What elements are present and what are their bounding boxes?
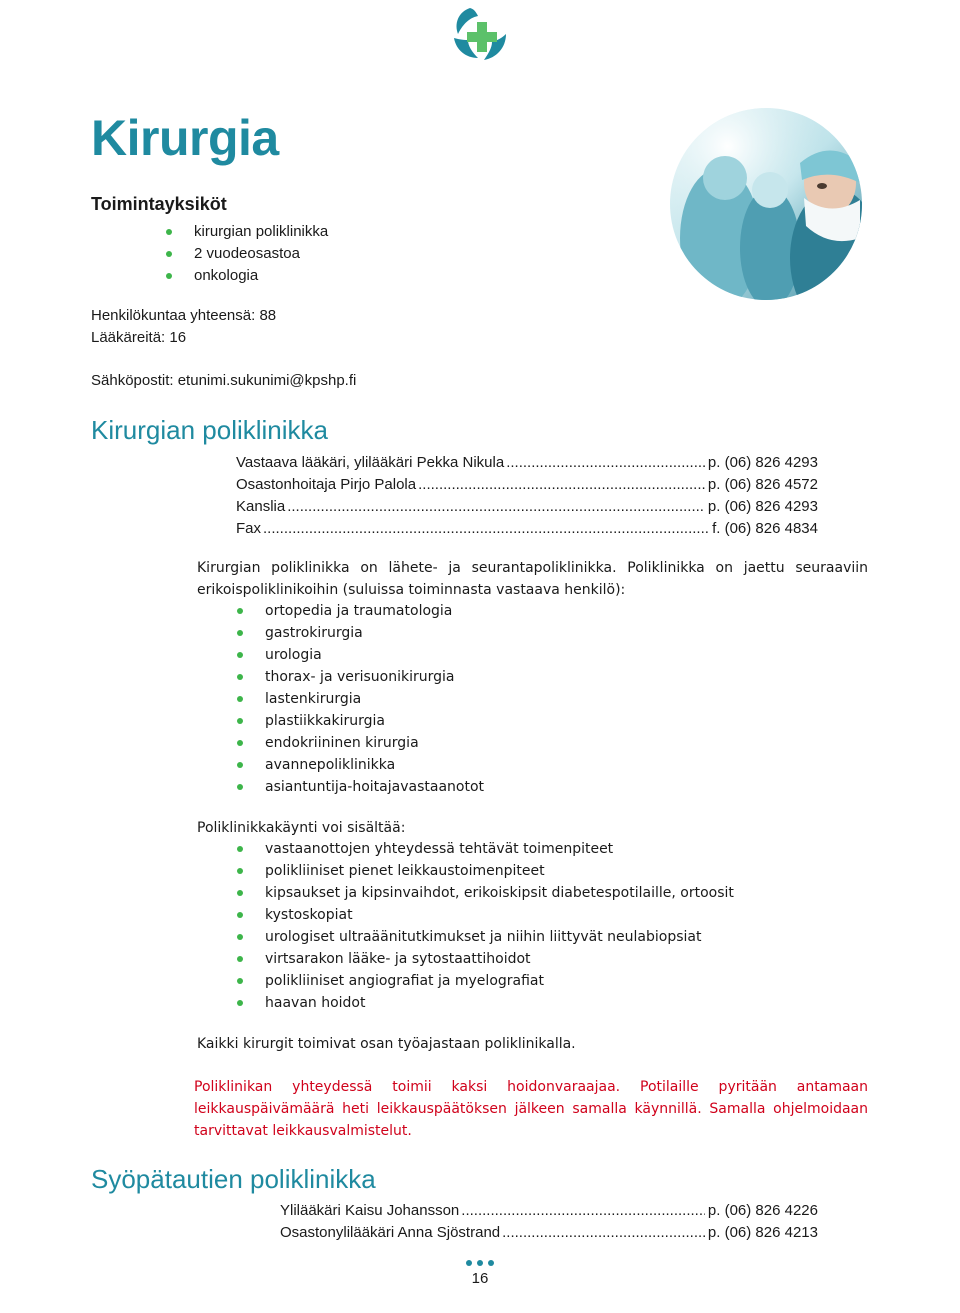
list-item: avannepoliklinikka	[237, 754, 484, 776]
bullet-icon	[237, 696, 243, 702]
list-item: polikliiniset angiografiat ja myelografiat	[237, 970, 734, 992]
visit-heading: Poliklinikkakäynti voi sisältää:	[197, 820, 406, 836]
contact-row: Vastaava lääkäri, ylilääkäri Pekka Nikula ..... p. (06) 826 4293	[236, 452, 818, 474]
list-item: vastaanottojen yhteydessä tehtävät toimenpiteet	[237, 838, 734, 860]
section-heading-kirurgian: Kirurgian poliklinikka	[91, 415, 328, 445]
bullet-icon	[237, 912, 243, 918]
bullet-icon	[237, 978, 243, 984]
list-item: thorax- ja verisuonikirurgia	[237, 666, 484, 688]
bullet-icon	[237, 740, 243, 746]
bullet-icon	[237, 956, 243, 962]
list-item: kystoskopiat	[237, 904, 734, 926]
list-item: 2 vuodeosastoa	[166, 243, 328, 265]
list-item: polikliiniset pienet leikkaustoimenpiteet	[237, 860, 734, 882]
contact-row: Osastonylilääkäri Anna Sjöstrand ..... p. (06) 826 4213	[280, 1222, 818, 1244]
contact-list	[236, 452, 818, 540]
list-item: onkologia	[166, 265, 328, 287]
list-item: ortopedia ja traumatologia	[237, 600, 484, 622]
contact-list	[280, 1200, 818, 1244]
bullet-icon	[166, 229, 172, 235]
page-number: 16	[471, 1270, 489, 1287]
bullet-icon	[237, 846, 243, 852]
list-item: plastiikkakirurgia	[237, 710, 484, 732]
list-item: endokriininen kirurgia	[237, 732, 484, 754]
list-item: urologia	[237, 644, 484, 666]
bullet-icon	[237, 630, 243, 636]
bullet-icon	[237, 718, 243, 724]
bullet-icon	[237, 674, 243, 680]
surgeons-photo	[670, 108, 862, 300]
contact-row: Ylilääkäri Kaisu Johansson ..... p. (06) 826 4226	[280, 1200, 818, 1222]
doctor-count: Lääkäreitä: 16	[91, 329, 187, 346]
units-list	[166, 221, 328, 287]
list-item: haavan hoidot	[237, 992, 734, 1014]
list-item: kipsaukset ja kipsinvaihdot, erikoiskipsit diabetespotilaille, ortoosit	[237, 882, 734, 904]
units-heading: Toimintayksiköt	[91, 194, 227, 214]
bullet-icon	[166, 273, 172, 279]
bullet-icon	[237, 890, 243, 896]
list-item: gastrokirurgia	[237, 622, 484, 644]
bullet-icon	[237, 934, 243, 940]
specialty-list	[237, 600, 484, 798]
list-item: lastenkirurgia	[237, 688, 484, 710]
contact-row: Osastonhoitaja Pirjo Palola ..... p. (06) 826 4572	[236, 474, 818, 496]
bullet-icon	[166, 251, 172, 257]
bullet-icon	[237, 608, 243, 614]
staff-total: Henkilökuntaa yhteensä: 88	[91, 307, 277, 324]
cross-leaf-logo-icon	[448, 4, 512, 62]
bullet-icon	[237, 784, 243, 790]
intro-paragraph: Kirurgian poliklinikka on lähete- ja seurantapoliklinikka. Poliklinikka on jaettu seuraaviin erikoispoliklinikoihin (suluissa toiminnasta vastaava henkilö):	[197, 560, 868, 598]
contact-row: Fax ..... f. (06) 826 4834	[236, 518, 818, 540]
section-heading-syopa: Syöpätautien poliklinikka	[91, 1164, 376, 1194]
page-dots-icon	[466, 1260, 494, 1266]
list-item: urologiset ultraäänitutkimukset ja niihin liittyvät neulabiopsiat	[237, 926, 734, 948]
organization-logo	[448, 4, 512, 62]
surgeons-note: Kaikki kirurgit toimivat osan työajastaan poliklinikalla.	[197, 1036, 576, 1052]
contact-row: Kanslia ..... p. (06) 826 4293	[236, 496, 818, 518]
email-format: Sähköpostit: etunimi.sukunimi@kpshp.fi	[91, 372, 357, 389]
booking-note: Poliklinikan yhteydessä toimii kaksi hoidonvaraajaa. Potilaille pyritään antamaan leikkauspäivämäärä heti leikkauspäätöksen jälkeen samalla käynnillä. Samalla ohjelmoidaan tarvittavat leikkausvalmistelut.	[194, 1079, 868, 1139]
bullet-icon	[237, 652, 243, 658]
visit-list	[237, 838, 734, 1014]
list-item: asiantuntija-hoitajavastaanotot	[237, 776, 484, 798]
bullet-icon	[237, 868, 243, 874]
bullet-icon	[237, 762, 243, 768]
list-item: kirurgian poliklinikka	[166, 221, 328, 243]
bullet-icon	[237, 1000, 243, 1006]
page-title: Kirurgia	[91, 110, 279, 166]
list-item: virtsarakon lääke- ja sytostaattihoidot	[237, 948, 734, 970]
